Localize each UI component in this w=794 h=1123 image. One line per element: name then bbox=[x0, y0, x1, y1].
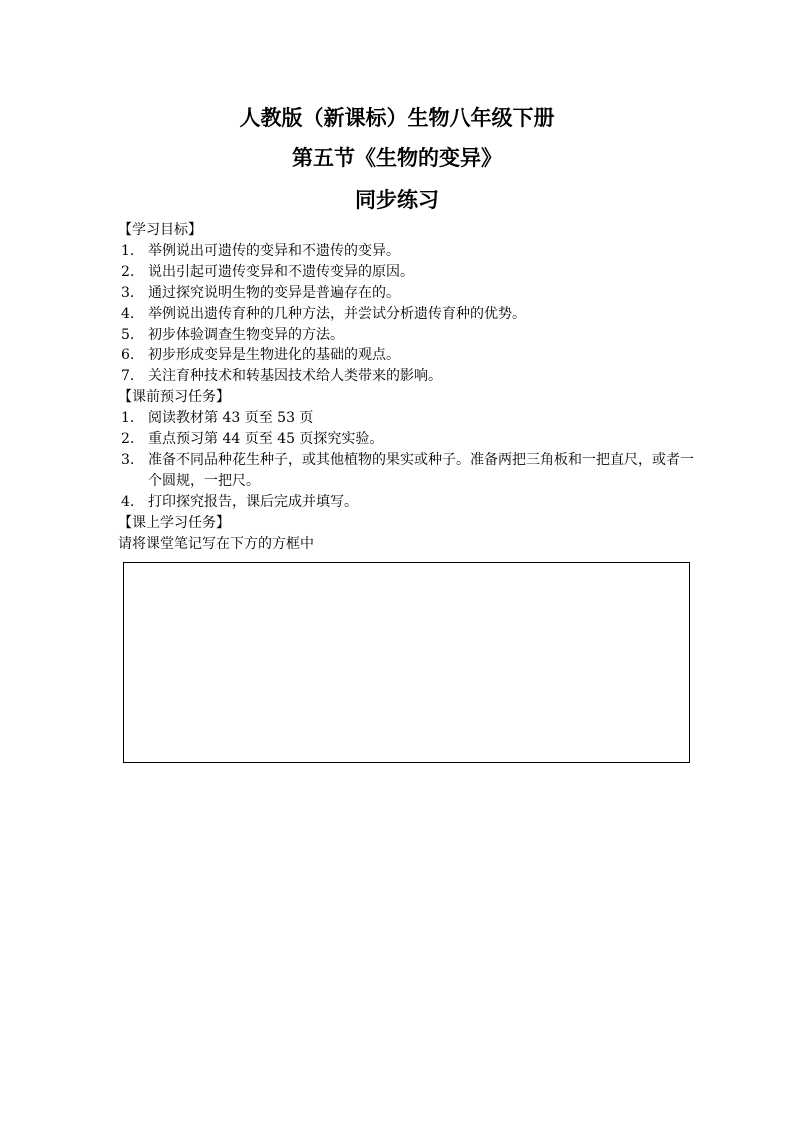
list-number: 6. bbox=[121, 347, 135, 364]
list-number: 2. bbox=[121, 431, 135, 448]
list-number: 3. bbox=[121, 284, 135, 301]
section-title: 第五节《生物的变异》 bbox=[292, 145, 502, 170]
list-item bbox=[118, 325, 708, 346]
list-text: 阅读教材第 43 页至 53 页 bbox=[148, 410, 314, 427]
list-item bbox=[118, 492, 708, 513]
list-text: 重点预习第 44 页至 45 页探究实验。 bbox=[148, 431, 384, 448]
list-item bbox=[118, 283, 708, 304]
list-text: 初步体验调查生物变异的方法。 bbox=[148, 326, 344, 343]
list-text: 初步形成变异是生物进化的基础的观点。 bbox=[148, 347, 400, 364]
exercise-title: 同步练习 bbox=[355, 187, 439, 212]
list-number: 5. bbox=[121, 326, 135, 343]
list-number: 3. bbox=[121, 451, 135, 468]
objectives-list bbox=[118, 241, 708, 387]
list-number: 4. bbox=[121, 493, 135, 510]
list-text: 举例说出遗传育种的几种方法，并尝试分析遗传育种的优势。 bbox=[148, 305, 526, 322]
list-text: 关注育种技术和转基因技术给人类带来的影响。 bbox=[148, 368, 442, 385]
list-item bbox=[118, 262, 708, 283]
list-item bbox=[118, 450, 708, 492]
list-item bbox=[118, 429, 708, 450]
notes-box[interactable] bbox=[123, 562, 690, 763]
list-number: 7. bbox=[121, 368, 135, 385]
list-text: 准备不同品种花生种子，或其他植物的果实或种子。准备两把三角板和一把直尺，或者一个圆规，一把尺。 bbox=[148, 451, 694, 489]
list-item bbox=[118, 366, 708, 387]
list-item bbox=[118, 304, 708, 325]
preview-heading: 【课前预习任务】 bbox=[118, 389, 230, 406]
inclass-heading: 【课上学习任务】 bbox=[118, 514, 230, 531]
list-item bbox=[118, 345, 708, 366]
list-number: 1. bbox=[121, 410, 135, 427]
list-text: 说出引起可遗传变异和不遗传变异的原因。 bbox=[148, 263, 414, 280]
list-text: 打印探究报告，课后完成并填写。 bbox=[148, 493, 358, 510]
notes-instruction: 请将课堂笔记写在下方的方框中 bbox=[118, 535, 314, 552]
list-item bbox=[118, 408, 708, 429]
list-item bbox=[118, 241, 708, 262]
list-number: 4. bbox=[121, 305, 135, 322]
list-text: 举例说出可遗传的变异和不遗传的变异。 bbox=[148, 242, 400, 259]
list-number: 1. bbox=[121, 242, 135, 259]
list-text: 通过探究说明生物的变异是普遍存在的。 bbox=[148, 284, 400, 301]
list-number: 2. bbox=[121, 263, 135, 280]
preview-list bbox=[118, 408, 708, 513]
objectives-heading: 【学习目标】 bbox=[118, 222, 202, 238]
document-body bbox=[118, 220, 708, 555]
document-title: 人教版（新课标）生物八年级下册 bbox=[239, 105, 555, 130]
